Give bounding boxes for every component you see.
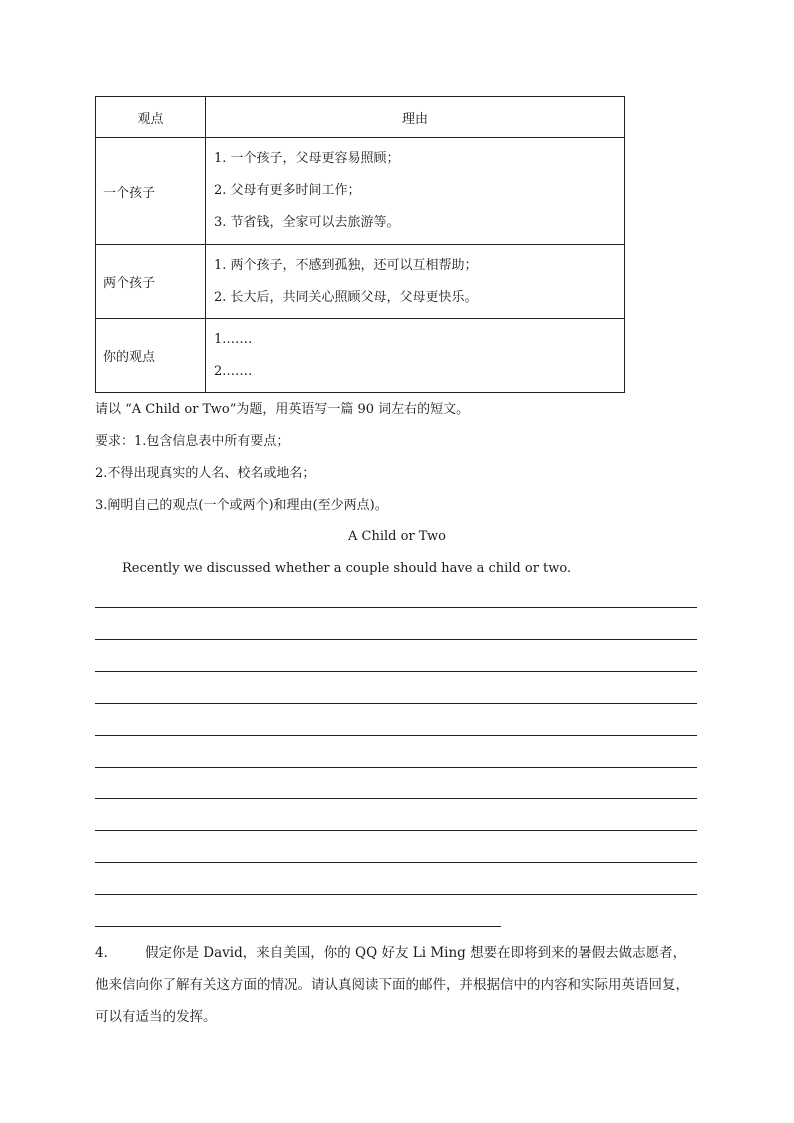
instruction-prompt: 请以 “A Child or Two”为题，用英语写一篇 90 词左右的短文。 <box>95 402 470 417</box>
reason-item: 2.…… <box>214 363 253 379</box>
writing-line[interactable] <box>95 767 697 768</box>
row-label: 你的观点 <box>96 319 206 393</box>
writing-line[interactable] <box>95 639 697 640</box>
writing-line[interactable] <box>95 703 697 704</box>
instruction-requirement-2: 2.不得出现真实的人名、校名或地名； <box>95 466 316 481</box>
question-4 <box>95 937 697 1033</box>
header-viewpoint: 观点 <box>96 97 206 138</box>
writing-line[interactable] <box>95 671 697 672</box>
table-row <box>96 245 625 319</box>
row-label: 一个孩子 <box>96 138 206 245</box>
table-row <box>96 319 625 393</box>
row-reasons <box>206 138 625 245</box>
writing-line[interactable] <box>95 798 697 799</box>
row-reasons <box>206 245 625 319</box>
row-reasons <box>206 319 625 393</box>
row-label: 两个孩子 <box>96 245 206 319</box>
reason-item: 2. 父母有更多时间工作； <box>214 183 361 198</box>
reason-item: 2. 长大后，共同关心照顾父母，父母更快乐。 <box>214 289 478 305</box>
writing-line[interactable] <box>95 830 697 831</box>
table-header-row <box>96 97 625 138</box>
reason-item: 1. 一个孩子，父母更容易照顾； <box>214 151 400 166</box>
writing-line[interactable] <box>95 607 697 608</box>
writing-line-short[interactable] <box>95 926 501 927</box>
essay-opening-sentence: Recently we discussed whether a couple should have a child or two. <box>122 561 572 576</box>
info-table <box>95 96 625 393</box>
instruction-requirement-1: 要求：1.包含信息表中所有要点； <box>95 434 290 449</box>
instruction-requirement-3: 3.阐明自己的观点(一个或两个)和理由(至少两点)。 <box>95 498 388 513</box>
table-row <box>96 138 625 245</box>
question-number: 4． <box>95 945 118 961</box>
writing-line[interactable] <box>95 735 697 736</box>
essay-title: A Child or Two <box>348 529 446 544</box>
reason-item: 3. 节省钱，全家可以去旅游等。 <box>214 215 400 230</box>
reason-item: 1.…… <box>214 331 253 347</box>
writing-line[interactable] <box>95 894 697 895</box>
question-text: 假定你是 David，来自美国，你的 QQ 好友 Li Ming 想要在即将到来的暑假去做志愿者，他来信向你了解有关这方面的情况。请认真阅读下面的邮件，并根据信中的内容和实际用英语回复，可以有适当的发挥。 <box>95 945 689 1025</box>
header-reason: 理由 <box>206 97 625 138</box>
writing-line[interactable] <box>95 862 697 863</box>
reason-item: 1. 两个孩子，不感到孤独，还可以互相帮助； <box>214 257 478 273</box>
